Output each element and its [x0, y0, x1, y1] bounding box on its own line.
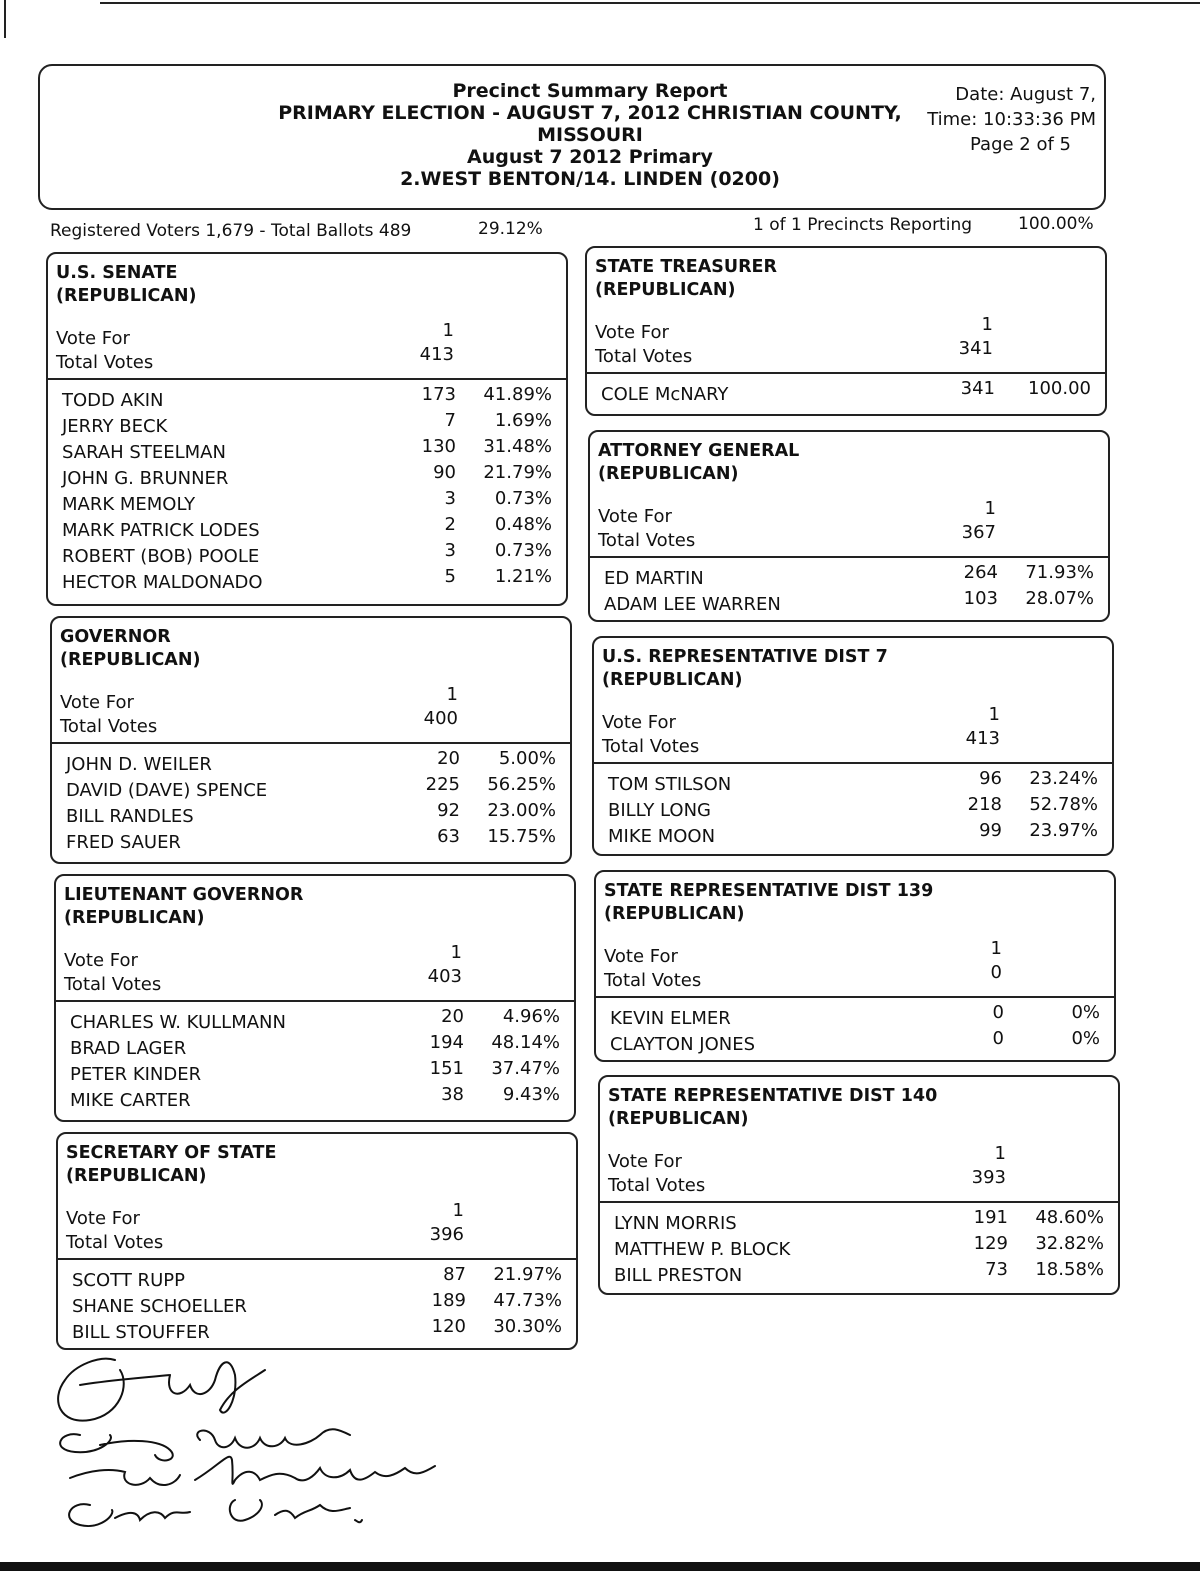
candidate-votes: 189: [431, 1290, 466, 1311]
candidate-percent: 47.73%: [493, 1290, 562, 1311]
candidate-percent: 31.48%: [483, 436, 552, 457]
candidate-name: ED MARTIN: [604, 568, 704, 589]
race-office: STATE TREASURER: [595, 257, 777, 277]
candidate-row: [52, 826, 570, 858]
candidate-name: BILLY LONG: [608, 800, 712, 821]
vote-for-value: 1: [450, 942, 462, 963]
race-box: [56, 1132, 578, 1350]
candidate-percent: 41.89%: [483, 384, 552, 405]
candidate-name: ADAM LEE WARREN: [604, 594, 781, 615]
vote-for-label: Vote For: [595, 322, 669, 343]
candidate-name: SCOTT RUPP: [72, 1270, 185, 1291]
candidate-percent: 0%: [1071, 1028, 1100, 1049]
vote-for-value: 1: [990, 938, 1002, 959]
candidate-name: BILL PRESTON: [614, 1265, 743, 1286]
candidate-name: FRED SAUER: [66, 832, 181, 853]
candidate-votes: 120: [431, 1316, 466, 1337]
handwritten-signatures: [20, 1340, 480, 1540]
race-divider: [587, 372, 1105, 374]
candidate-percent: 23.00%: [487, 800, 556, 821]
candidate-name: CHARLES W. KULLMANN: [70, 1012, 286, 1033]
candidate-votes: 87: [443, 1264, 466, 1285]
candidate-name: JOHN D. WEILER: [66, 754, 212, 775]
candidate-name: MATTHEW P. BLOCK: [614, 1239, 791, 1260]
race-divider: [52, 742, 570, 744]
total-votes-value: 367: [961, 522, 996, 543]
candidate-votes: 92: [437, 800, 460, 821]
candidate-votes: 5: [444, 566, 456, 587]
scan-edge-top: [100, 2, 1200, 4]
candidate-name: SARAH STEELMAN: [62, 442, 226, 463]
candidate-votes: 38: [441, 1084, 464, 1105]
report-header: [38, 64, 1106, 210]
race-title: [602, 646, 888, 692]
race-box: [598, 1075, 1120, 1295]
candidate-percent: 30.30%: [493, 1316, 562, 1337]
race-divider: [590, 556, 1108, 558]
race-divider: [58, 1258, 576, 1260]
candidate-percent: 48.14%: [491, 1032, 560, 1053]
candidate-votes: 99: [979, 820, 1002, 841]
candidate-votes: 0: [992, 1002, 1004, 1023]
candidate-percent: 52.78%: [1029, 794, 1098, 815]
candidate-votes: 63: [437, 826, 460, 847]
candidate-percent: 1.21%: [494, 566, 552, 587]
candidate-name: PETER KINDER: [70, 1064, 202, 1085]
total-votes-label: Total Votes: [60, 716, 158, 737]
candidate-name: LYNN MORRIS: [614, 1213, 737, 1234]
candidate-votes: 90: [433, 462, 456, 483]
candidate-percent: 0%: [1071, 1002, 1100, 1023]
vote-for-label: Vote For: [66, 1208, 140, 1229]
report-time: Time: 10:33:36 PM: [927, 109, 1096, 130]
candidate-name: MIKE CARTER: [70, 1090, 191, 1111]
header-meta: [896, 82, 1096, 157]
candidate-name: JERRY BECK: [62, 416, 168, 437]
race-party: (REPUBLICAN): [602, 670, 743, 690]
total-votes-label: Total Votes: [66, 1232, 164, 1253]
vote-for-value: 1: [442, 320, 454, 341]
election-date: August 7 2012 Primary: [467, 146, 713, 168]
precincts-reporting: 1 of 1 Precincts Reporting: [753, 215, 973, 235]
candidate-name: HECTOR MALDONADO: [62, 572, 263, 593]
candidate-row: [56, 1084, 574, 1116]
candidate-percent: 18.58%: [1035, 1259, 1104, 1280]
election-name: PRIMARY ELECTION - AUGUST 7, 2012 CHRISTIAN COUNTY,: [278, 102, 902, 124]
candidate-votes: 0: [992, 1028, 1004, 1049]
race-title: [608, 1085, 937, 1131]
race-box: [588, 430, 1110, 622]
candidate-percent: 21.97%: [493, 1264, 562, 1285]
candidate-percent: 4.96%: [502, 1006, 560, 1027]
candidate-votes: 20: [441, 1006, 464, 1027]
race-title: [604, 880, 933, 926]
candidate-votes: 129: [973, 1233, 1008, 1254]
candidate-row: [596, 1028, 1114, 1060]
candidate-name: SHANE SCHOELLER: [72, 1296, 247, 1317]
candidate-name: CLAYTON JONES: [610, 1034, 756, 1055]
vote-for-label: Vote For: [608, 1151, 682, 1172]
total-votes-value: 413: [419, 344, 454, 365]
candidate-votes: 3: [444, 540, 456, 561]
candidate-name: MIKE MOON: [608, 826, 716, 847]
candidate-row: [600, 1259, 1118, 1291]
race-title: [66, 1142, 276, 1188]
page-number: Page 2 of 5: [970, 134, 1071, 155]
total-votes-label: Total Votes: [64, 974, 162, 995]
vote-for-label: Vote For: [604, 946, 678, 967]
candidate-votes: 103: [963, 588, 998, 609]
race-box: [585, 246, 1107, 416]
total-votes-value: 0: [990, 962, 1002, 983]
race-office: U.S. SENATE: [56, 263, 178, 283]
total-votes-label: Total Votes: [595, 346, 693, 367]
report-date: Date: August 7,: [955, 84, 1096, 105]
candidate-votes: 225: [425, 774, 460, 795]
candidate-name: MARK MEMOLY: [62, 494, 196, 515]
total-votes-value: 400: [423, 708, 458, 729]
race-title: [60, 626, 201, 672]
candidate-votes: 151: [429, 1058, 464, 1079]
candidate-votes: 191: [973, 1207, 1008, 1228]
race-party: (REPUBLICAN): [56, 286, 197, 306]
vote-for-label: Vote For: [64, 950, 138, 971]
candidate-percent: 23.24%: [1029, 768, 1098, 789]
candidate-row: [590, 588, 1108, 620]
candidate-row: [594, 820, 1112, 852]
vote-for-value: 1: [994, 1143, 1006, 1164]
race-title: [595, 256, 777, 302]
race-box: [592, 636, 1114, 856]
candidate-name: BRAD LAGER: [70, 1038, 187, 1059]
candidate-votes: 130: [421, 436, 456, 457]
race-office: GOVERNOR: [60, 627, 171, 647]
candidate-row: [587, 378, 1105, 410]
candidate-percent: 5.00%: [498, 748, 556, 769]
race-title: [56, 262, 197, 308]
vote-for-value: 1: [988, 704, 1000, 725]
total-votes-label: Total Votes: [56, 352, 154, 373]
race-office: ATTORNEY GENERAL: [598, 441, 800, 461]
race-party: (REPUBLICAN): [66, 1166, 207, 1186]
candidate-percent: 9.43%: [502, 1084, 560, 1105]
scan-edge-bottom: [0, 1562, 1200, 1571]
candidate-name: ROBERT (BOB) POOLE: [62, 546, 260, 567]
total-votes-label: Total Votes: [602, 736, 700, 757]
candidate-name: BILL STOUFFER: [72, 1322, 210, 1343]
candidate-votes: 73: [985, 1259, 1008, 1280]
total-votes-value: 403: [427, 966, 462, 987]
candidate-votes: 3: [444, 488, 456, 509]
total-votes-value: 341: [958, 338, 993, 359]
candidate-name: JOHN G. BRUNNER: [62, 468, 229, 489]
candidate-percent: 56.25%: [487, 774, 556, 795]
vote-for-value: 1: [981, 314, 993, 335]
vote-for-value: 1: [446, 684, 458, 705]
race-office: STATE REPRESENTATIVE DIST 139: [604, 881, 934, 901]
candidate-name: TODD AKIN: [62, 390, 164, 411]
race-box: [594, 870, 1116, 1062]
candidate-votes: 2: [444, 514, 456, 535]
total-votes-label: Total Votes: [608, 1175, 706, 1196]
candidate-name: TOM STILSON: [608, 774, 732, 795]
candidate-percent: 21.79%: [483, 462, 552, 483]
candidate-name: COLE McNARY: [601, 384, 729, 405]
vote-for-label: Vote For: [60, 692, 134, 713]
report-title: Precinct Summary Report: [452, 80, 728, 102]
candidate-votes: 20: [437, 748, 460, 769]
candidate-percent: 23.97%: [1029, 820, 1098, 841]
candidate-name: BILL RANDLES: [66, 806, 194, 827]
race-office: SECRETARY OF STATE: [66, 1143, 277, 1163]
race-box: [50, 616, 572, 864]
race-box: [54, 874, 576, 1122]
candidate-percent: 0.48%: [494, 514, 552, 535]
candidate-percent: 100.00: [1028, 378, 1091, 399]
candidate-votes: 341: [960, 378, 995, 399]
candidate-percent: 37.47%: [491, 1058, 560, 1079]
candidate-votes: 194: [429, 1032, 464, 1053]
race-title: [64, 884, 303, 930]
race-office: U.S. REPRESENTATIVE DIST 7: [602, 647, 888, 667]
total-votes-value: 396: [429, 1224, 464, 1245]
vote-for-label: Vote For: [56, 328, 130, 349]
registered-voters: Registered Voters 1,679 - Total Ballots 489: [50, 221, 412, 241]
election-state: MISSOURI: [537, 124, 643, 146]
race-office: STATE REPRESENTATIVE DIST 140: [608, 1086, 938, 1106]
candidate-percent: 32.82%: [1035, 1233, 1104, 1254]
race-party: (REPUBLICAN): [598, 464, 739, 484]
race-party: (REPUBLICAN): [604, 904, 745, 924]
candidate-percent: 0.73%: [494, 540, 552, 561]
race-divider: [594, 762, 1112, 764]
precincts-pct: 100.00%: [1018, 214, 1094, 234]
candidate-name: KEVIN ELMER: [610, 1008, 731, 1029]
race-divider: [596, 996, 1114, 998]
candidate-percent: 48.60%: [1035, 1207, 1104, 1228]
total-votes-label: Total Votes: [598, 530, 696, 551]
candidate-percent: 0.73%: [494, 488, 552, 509]
race-party: (REPUBLICAN): [608, 1109, 749, 1129]
turnout-pct: 29.12%: [478, 219, 543, 239]
candidate-name: MARK PATRICK LODES: [62, 520, 260, 541]
candidate-votes: 264: [963, 562, 998, 583]
candidate-name: DAVID (DAVE) SPENCE: [66, 780, 268, 801]
vote-for-value: 1: [452, 1200, 464, 1221]
vote-for-label: Vote For: [598, 506, 672, 527]
header-titles: [240, 80, 940, 190]
candidate-row: [48, 566, 566, 598]
race-divider: [56, 1000, 574, 1002]
race-party: (REPUBLICAN): [64, 908, 205, 928]
candidate-votes: 218: [967, 794, 1002, 815]
race-divider: [600, 1201, 1118, 1203]
race-office: LIEUTENANT GOVERNOR: [64, 885, 304, 905]
candidate-percent: 28.07%: [1025, 588, 1094, 609]
candidate-percent: 15.75%: [487, 826, 556, 847]
candidate-percent: 1.69%: [494, 410, 552, 431]
vote-for-label: Vote For: [602, 712, 676, 733]
candidate-votes: 173: [421, 384, 456, 405]
precinct-name: 2.WEST BENTON/14. LINDEN (0200): [400, 168, 780, 190]
candidate-percent: 71.93%: [1025, 562, 1094, 583]
total-votes-value: 413: [965, 728, 1000, 749]
total-votes-value: 393: [971, 1167, 1006, 1188]
race-title: [598, 440, 799, 486]
total-votes-label: Total Votes: [604, 970, 702, 991]
candidate-votes: 96: [979, 768, 1002, 789]
race-divider: [48, 378, 566, 380]
race-party: (REPUBLICAN): [595, 280, 736, 300]
race-box: [46, 252, 568, 606]
race-party: (REPUBLICAN): [60, 650, 201, 670]
candidate-votes: 7: [444, 410, 456, 431]
scan-edge-left: [4, 0, 6, 38]
vote-for-value: 1: [984, 498, 996, 519]
